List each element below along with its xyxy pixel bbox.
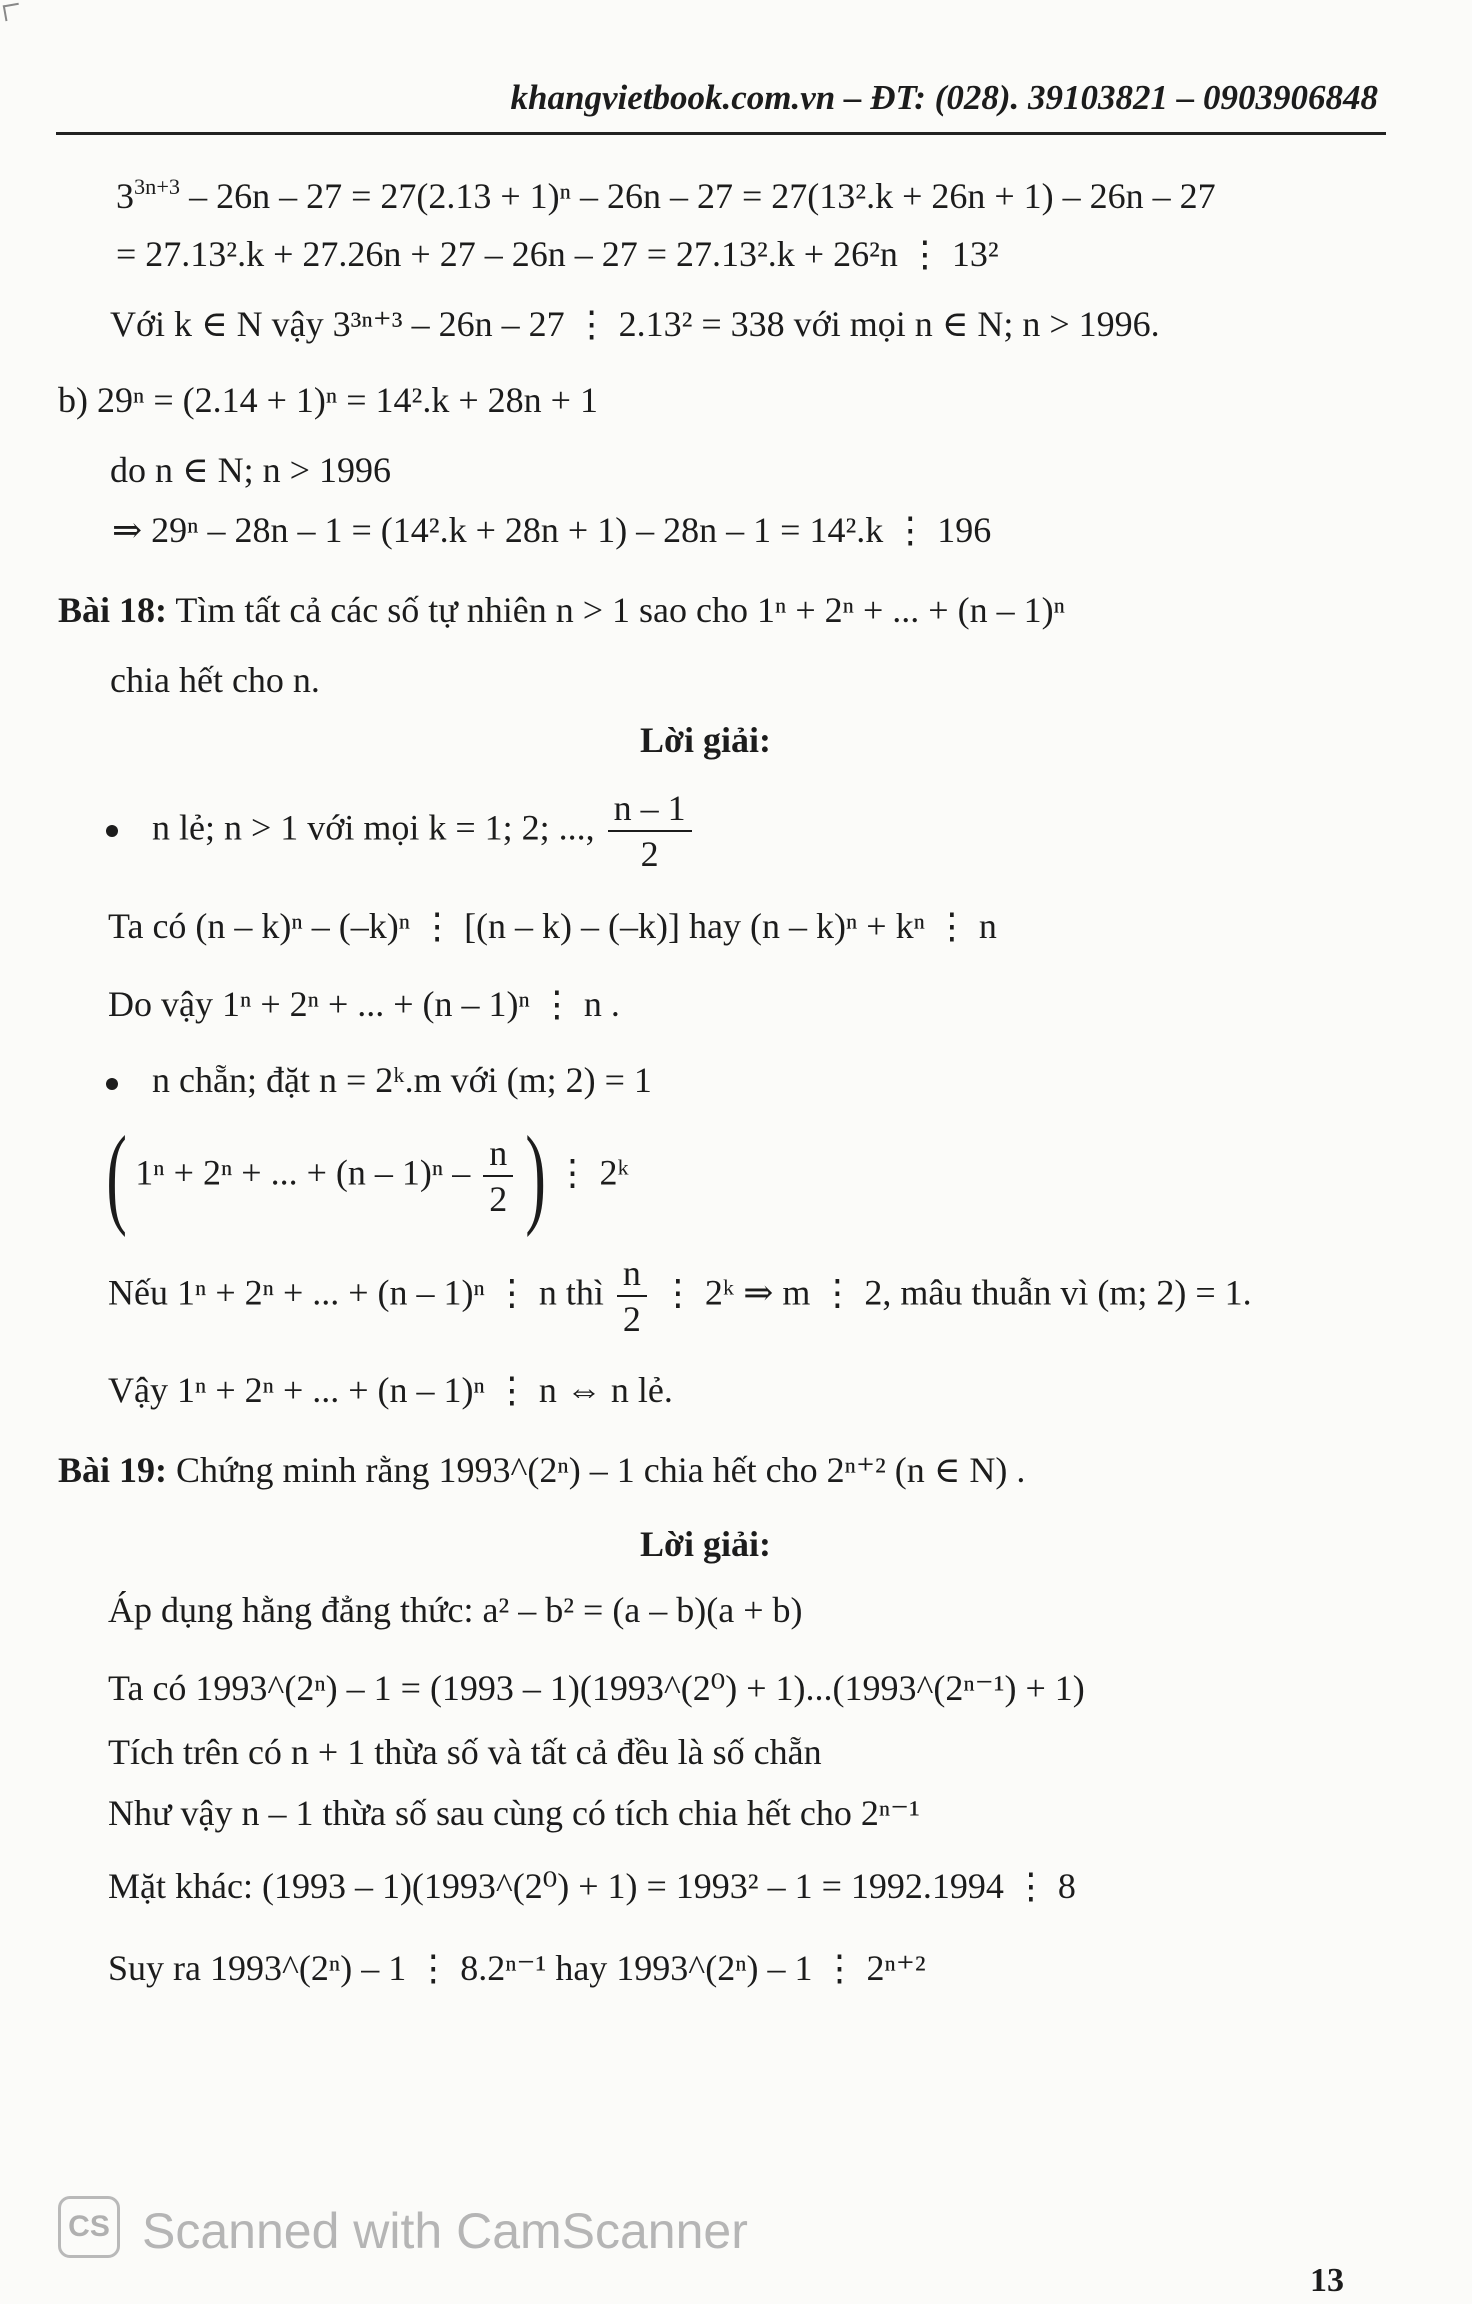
- neu-line: [108, 1255, 1252, 1337]
- tich-line: Tích trên có n + 1 thừa số và tất cả đều là số chẵn: [108, 1732, 822, 1772]
- fraction-n-over-2: [617, 1255, 647, 1337]
- fraction-n-minus-1-over-2: [608, 790, 692, 872]
- paren-expression: 1ⁿ + 2ⁿ + ... + (n – 1)ⁿ –: [135, 1152, 471, 1193]
- even-case-line: [106, 1062, 652, 1098]
- bai18-label: Bài 18:: [58, 590, 168, 630]
- scan-corner-mark: [3, 3, 22, 22]
- fraction-numerator: n – 1: [608, 790, 692, 832]
- fraction-denominator: 2: [640, 834, 659, 874]
- bullet-icon: [106, 1078, 118, 1090]
- taco-line: Ta có (n – k)ⁿ – (–k)ⁿ ⋮ [(n – k) – (–k)] hay (n – k)ⁿ + kⁿ ⋮ n: [108, 906, 997, 946]
- header-rule: [56, 132, 1386, 135]
- odd-case-text: n lẻ; n > 1 với mọi k = 1; 2; ...,: [152, 807, 595, 848]
- line-1: $3^{3n+3} - 26n - 27 = 27(2.13 + 1)^n - 26n - 27 = 27(13^2.k + 26n + 1) - 26n - 27$: [116, 174, 1216, 216]
- line-5: do n ∈ N; n > 1996: [110, 450, 391, 490]
- neu-start: Nếu 1ⁿ + 2ⁿ + ... + (n – 1)ⁿ ⋮ n thì: [108, 1272, 604, 1313]
- line-1-text: – 26n – 27 = 27(2.13 + 1)ⁿ – 26n – 27 = 27(13².k + 26n + 1) – 26n – 27: [189, 176, 1216, 216]
- apdung-line: Áp dụng hằng đẳng thức: a² – b² = (a – b)(a + b): [108, 1590, 803, 1630]
- neu-end: ⋮ 2ᵏ ⇒ m ⋮ 2, mâu thuẫn vì (m; 2) = 1.: [659, 1272, 1252, 1313]
- taco2-line: Ta có 1993^(2ⁿ) – 1 = (1993 – 1)(1993^(2⁰) + 1)...(1993^(2ⁿ⁻¹) + 1): [108, 1668, 1085, 1708]
- matkhac-line: Mặt khác: (1993 – 1)(1993^(2⁰) + 1) = 1993² – 1 = 1992.1994 ⋮ 8: [108, 1866, 1076, 1906]
- loigiai-1: Lời giải:: [640, 720, 771, 760]
- even-case-text: n chẵn; đặt n = 2ᵏ.m với (m; 2) = 1: [152, 1060, 652, 1100]
- fraction-denominator: 2: [489, 1179, 508, 1219]
- line-4: b) 29ⁿ = (2.14 + 1)ⁿ = 14².k + 28n + 1: [58, 380, 598, 420]
- page-number: 13: [1310, 2262, 1344, 2299]
- camscanner-logo-icon: CS: [58, 2196, 120, 2258]
- bai18-heading: [58, 592, 1065, 628]
- fraction-n-over-2: [483, 1135, 513, 1217]
- bai19-text: Chứng minh rằng 1993^(2ⁿ) – 1 chia hết cho 2ⁿ⁺² (n ∈ N) .: [176, 1450, 1026, 1490]
- suyra-line: Suy ra 1993^(2ⁿ) – 1 ⋮ 8.2ⁿ⁻¹ hay 1993^(2ⁿ) – 1 ⋮ 2ⁿ⁺²: [108, 1948, 926, 1988]
- line-6: ⇒ 29ⁿ – 28n – 1 = (14².k + 28n + 1) – 28n – 1 = 14².k ⋮ 196: [112, 510, 992, 550]
- camscanner-watermark: Scanned with CamScanner: [142, 2203, 748, 2259]
- dovay-line: Do vậy 1ⁿ + 2ⁿ + ... + (n – 1)ⁿ ⋮ n .: [108, 984, 620, 1024]
- bai18-text: Tìm tất cả các số tự nhiên n > 1 sao cho 1ⁿ + 2ⁿ + ... + (n – 1)ⁿ: [175, 590, 1065, 630]
- page-header: khangvietbook.com.vn – ĐT: (028). 39103821 – 0903906848: [510, 78, 1378, 117]
- nhuvay-line: Như vậy n – 1 thừa số sau cùng có tích chia hết cho 2ⁿ⁻¹: [108, 1793, 920, 1833]
- odd-case-line: [106, 790, 696, 872]
- bullet-icon: [106, 825, 118, 837]
- line-2: = 27.13².k + 27.26n + 27 – 26n – 27 = 27.13².k + 26²n ⋮ 13²: [116, 234, 999, 274]
- bai18-text-2: chia hết cho n.: [110, 660, 320, 700]
- bai19-heading: [58, 1452, 1025, 1488]
- right-paren-icon: ): [525, 1114, 547, 1238]
- left-paren-icon: (: [106, 1114, 127, 1238]
- paren-expression-line: [98, 1114, 629, 1238]
- loigiai-2: Lời giải:: [640, 1524, 771, 1564]
- fraction-denominator: 2: [622, 1299, 641, 1339]
- fraction-numerator: n: [617, 1255, 647, 1297]
- bai19-label: Bài 19:: [58, 1450, 168, 1490]
- line-3: Với k ∈ N vậy 3³ⁿ⁺³ – 26n – 27 ⋮ 2.13² = 338 với mọi n ∈ N; n > 1996.: [110, 304, 1160, 344]
- fraction-numerator: n: [483, 1135, 513, 1177]
- vay-line: Vậy 1ⁿ + 2ⁿ + ... + (n – 1)ⁿ ⋮ n ⇔ n lẻ.: [108, 1370, 673, 1410]
- paren-divisor: ⋮ 2ᵏ: [554, 1152, 629, 1193]
